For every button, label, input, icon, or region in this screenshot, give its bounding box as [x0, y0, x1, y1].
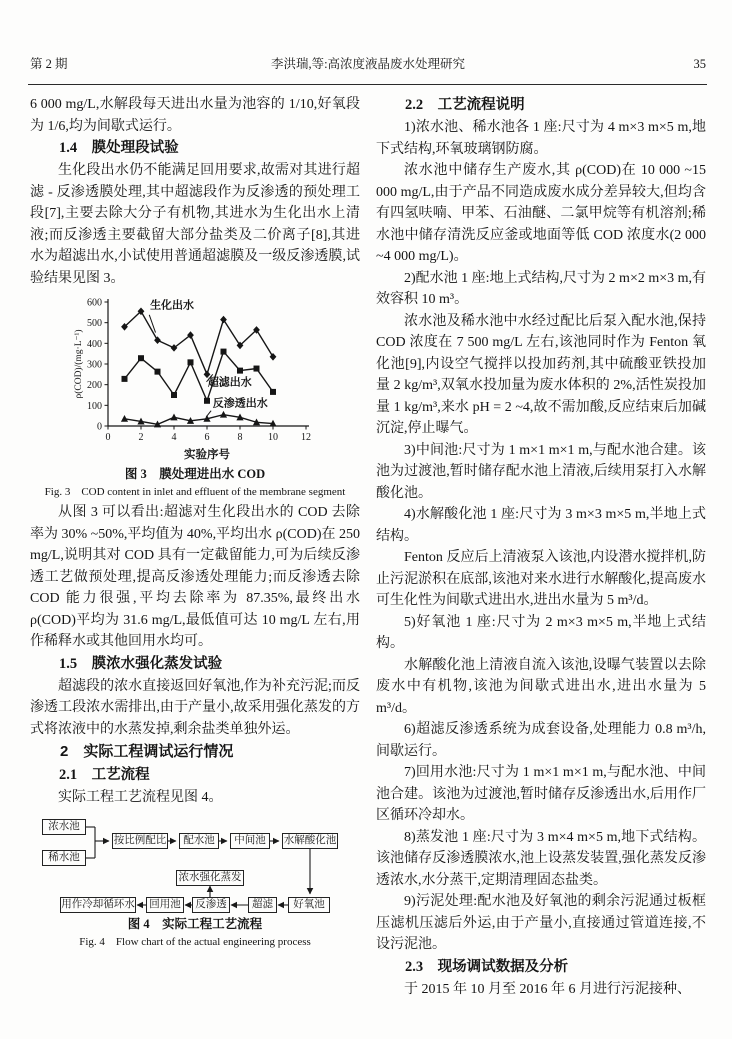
flow-node-cooling-water: 用作冷却循环水: [60, 897, 136, 913]
flow-node-distribution-tank: 配水池: [179, 833, 219, 849]
paragraph-item2b: 浓水池及稀水池中水经过配比后泵入配水池,保持 COD 浓度在 7 500 mg/L 左右,该池同时作为 Fenton 氧化池[9],内设空气搅拌以投加药剂,其中硫酸亚铁投加量 2 kg/m³,双氧水投加量为废水体积的 2%,活性炭投加量 1 kg/m³,来水 pH = 2 ~4,故不需加酸,反应结束后加碱沉淀,停止曝气。: [376, 313, 706, 436]
heading-2: 2 实际工程调试运行情况: [60, 743, 234, 760]
fig4-caption-zh: 图 4 实际工程工艺流程: [127, 916, 263, 931]
figure4-flowchart: [30, 814, 362, 914]
fig3-cod-line-chart: [70, 292, 314, 464]
svg-text:反渗透出水: 反渗透出水: [212, 397, 268, 410]
flow-node-ultrafiltration: 超滤: [248, 897, 277, 913]
svg-text:0: 0: [105, 432, 111, 443]
heading-1-4: 1.4 膜处理段试验: [59, 140, 179, 156]
paragraph-item1: 1)浓水池、稀水池各 1 座:尺寸为 4 m×3 m×5 m,地下式结构,环氧玻璃钢防腐。: [376, 120, 706, 157]
paragraph-continuation: 6 000 mg/L,水解段每天进出水量为池容的 1/10,好氧段为 1/6,均为间歇式运行。: [30, 97, 360, 134]
paragraph-see-fig4: 实际工程工艺流程见图 4。: [58, 790, 223, 805]
flow-node-evaporation: 浓水强化蒸发: [176, 870, 244, 886]
flow-node-aerobic-tank: 好氧池: [288, 897, 330, 913]
svg-text:100: 100: [87, 400, 102, 412]
paragraph-commissioning: 于 2015 年 10 月至 2016 年 6 月进行污泥接种、: [404, 981, 691, 997]
fig3-caption-en: Fig. 3 COD content in inlet and effluent of the membrane segment: [44, 486, 346, 498]
two-column-body: [30, 94, 706, 1000]
paragraph-item5b: 水解酸化池上清液自流入该池,设曝气装置以去除废水中有机物,该池为间歇式进出水,进出水量为 5 m³/d。: [376, 657, 706, 716]
paragraph-membrane-test: 生化段出水仍不能满足回用要求,故需对其进行超滤 - 反渗透膜处理,其中超滤段作为反渗透的预处理工段[7],主要去除大分子有机物,其进水为生化出水上清液;而反渗透主要截留大部分盐类及二价离子[8],其进水为超滤出水,小试使用普通超滤膜及一级反渗透膜,试验结果见图 3。: [30, 163, 360, 286]
paragraph-item4b: Fenton 反应后上清液泵入该池,内设潜水搅拌机,防止污泥淤积在底部,该池对来水进行水解酸化,提高废水可生化性为间歇式进出水,进出水量为 5 m³/d。: [376, 550, 706, 608]
svg-text:实验序号: 实验序号: [184, 449, 230, 461]
svg-text:4: 4: [171, 432, 177, 443]
paragraph-item1b: 浓水池中储存生产废水,其 ρ(COD)在 10 000 ~15 000 mg/L,由于产品不同造成废水成分差异较大,但均含有四氢呋喃、甲苯、石油醚、二氯甲烷等有机溶剂;稀水池中储存清洗反应釜或地面等低 COD 浓度水(2 000 ~4 000 mg/L)。: [376, 163, 706, 264]
svg-text:600: 600: [87, 297, 102, 309]
flow-node-intermediate-tank: 中间池: [230, 833, 270, 849]
paragraph-item7: 7)回用水池:尺寸为 1 m×1 m×1 m,与配水池、中间池合建。该池为过渡池,暂时储存反渗透出水,后用作厂区循环冷却水。: [376, 765, 706, 823]
right-column: [376, 94, 706, 1000]
figure3: [30, 292, 360, 501]
svg-text:10: 10: [268, 432, 278, 443]
svg-text:8: 8: [237, 432, 243, 443]
svg-text:0: 0: [97, 421, 102, 433]
svg-text:300: 300: [87, 359, 102, 371]
svg-text:6: 6: [204, 432, 210, 443]
page-number: 35: [693, 57, 706, 71]
paragraph-item5: 5)好氧池 1 座:尺寸为 2 m×3 m×5 m,半地上式结构。: [376, 614, 706, 651]
flow-node-hydrolysis-tank: 水解酸化池: [282, 833, 338, 849]
heading-2-3: 2.3 现场调试数据及分析: [405, 958, 569, 975]
flow-node-reuse-tank: 回用池: [146, 897, 184, 913]
svg-text:12: 12: [301, 432, 311, 443]
paragraph-item6: 6)超滤反渗透系统为成套设备,处理能力 0.8 m³/h,间歇运行。: [376, 722, 706, 759]
issue-number: 第 2 期: [30, 57, 68, 71]
svg-text:ρ(COD)/(mg·L⁻¹): ρ(COD)/(mg·L⁻¹): [74, 329, 84, 399]
page-header: [30, 54, 706, 72]
fig3-caption-zh: 图 3 膜处理进出水 COD: [124, 467, 266, 481]
paragraph-item4: 4)水解酸化池 1 座:尺寸为 3 m×3 m×5 m,半地上式结构。: [376, 507, 706, 544]
header-rule: [28, 84, 707, 85]
svg-text:400: 400: [87, 338, 102, 350]
svg-text:生化出水: 生化出水: [150, 299, 195, 312]
heading-1-5: 1.5 膜浓水强化蒸发试验: [59, 655, 223, 672]
svg-text:200: 200: [87, 380, 102, 392]
svg-text:500: 500: [87, 318, 102, 330]
heading-2-1: 2.1 工艺流程: [59, 767, 150, 783]
paragraph-fig3-discussion: 从图 3 可以看出:超滤对生化段出水的 COD 去除率为 30% ~50%,平均值为 40%,平均出水 ρ(COD)在 250 mg/L,说明其对 COD 具有一定截留能力,可为后续反渗透工艺做预处理,提高反渗透处理能力;而反渗透去除 COD 能力很强,平均去除率为 87.35%,最终出水 ρ(COD)平均为 31.6 mg/L,最低值可达 10 mg/L 左右,用作稀释水或其他回用水均可。: [30, 505, 360, 649]
flow-node-concentrated-tank: 浓水池: [42, 819, 86, 835]
running-title: 李洪瑞,等:高浓度液晶废水处理研究: [270, 57, 466, 71]
left-column: [30, 94, 360, 1000]
heading-2-2: 2.2 工艺流程说明: [405, 97, 525, 113]
paragraph-evaporation: 超滤段的浓水直接返回好氧池,作为补充污泥;而反渗透工段浓水需排出,由于产量小,故采用强化蒸发的方式将浓液中的水蒸发掉,剩余盐类单独外运。: [30, 678, 360, 737]
paragraph-item9: 9)污泥处理:配水池及好氧池的剩余污泥通过板框压滤机压滤后外运,由于产量小,直接通过管道连接,不设污泥池。: [376, 894, 706, 952]
paragraph-item3: 3)中间池:尺寸为 1 m×1 m×1 m,与配水池合建。该池为过渡池,暂时储存配水池上清液,后续用泵打入水解酸化池。: [376, 442, 706, 501]
flow-node-dilute-tank: 稀水池: [42, 850, 86, 866]
svg-text:超滤出水: 超滤出水: [207, 376, 252, 389]
flow-node-proportioning: 按比例配比: [112, 833, 168, 849]
fig4-caption-en: Fig. 4 Flow chart of the actual engineering process: [79, 935, 311, 948]
svg-text:2: 2: [138, 432, 144, 443]
flow-node-reverse-osmosis: 反渗透: [192, 897, 230, 913]
paragraph-item8: 8)蒸发池 1 座:尺寸为 3 m×4 m×5 m,地下式结构。该池储存反渗透膜浓水,池上设蒸发装置,强化蒸发反渗透浓水,水分蒸干,定期清理固态盐类。: [376, 829, 706, 888]
paragraph-item2: 2)配水池 1 座:地上式结构,尺寸为 2 m×2 m×3 m,有效容积 10 m³。: [376, 270, 707, 307]
